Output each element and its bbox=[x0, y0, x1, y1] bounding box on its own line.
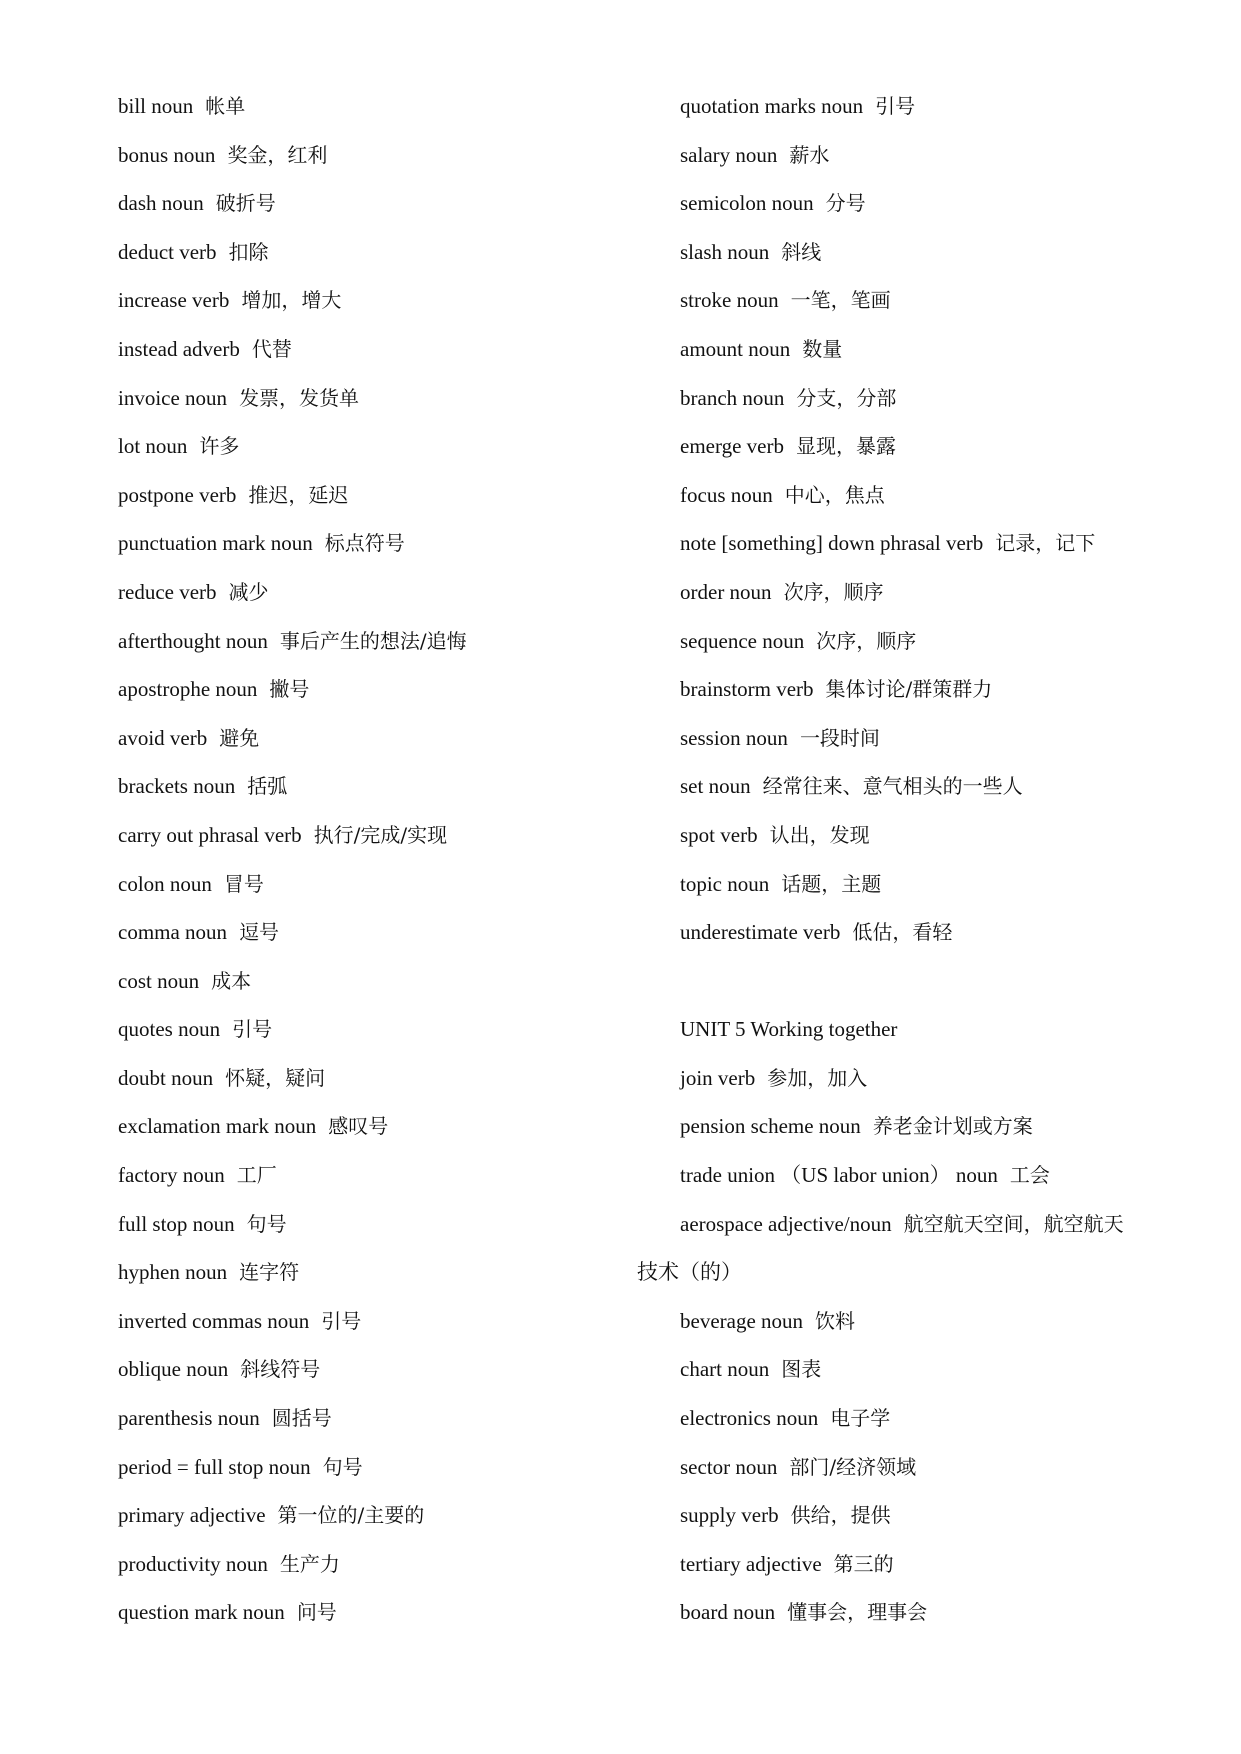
vocab-term: session noun bbox=[680, 725, 788, 750]
vocab-term: cost noun bbox=[118, 968, 200, 993]
vocab-term: postpone verb bbox=[118, 482, 237, 507]
right-entries-a bbox=[680, 86, 1200, 961]
vocab-term: bonus noun bbox=[118, 142, 216, 167]
vocab-translation: 帐单 bbox=[205, 94, 246, 118]
vocab-translation: 斜线 bbox=[781, 239, 822, 264]
vocab-entry bbox=[680, 232, 1200, 281]
vocab-entry bbox=[118, 621, 618, 670]
vocab-entry bbox=[118, 1106, 618, 1155]
vocab-term: trade union （US labor union） noun bbox=[680, 1163, 998, 1188]
vocab-translation: 电子学 bbox=[830, 1406, 891, 1431]
vocab-entry bbox=[118, 378, 618, 427]
vocab-entry bbox=[680, 864, 1200, 913]
vocab-translation: 标点符号 bbox=[324, 531, 405, 556]
vocab-translation: 括弧 bbox=[247, 774, 288, 799]
vocab-term: join verb bbox=[680, 1065, 756, 1090]
vocab-entry bbox=[680, 378, 1200, 427]
vocab-term: focus noun bbox=[680, 482, 773, 507]
vocab-entry bbox=[680, 669, 1200, 718]
vocab-translation: 一笔，笔画 bbox=[790, 288, 891, 313]
vocab-term: period = full stop noun bbox=[118, 1454, 311, 1479]
vocab-entry bbox=[680, 1349, 1200, 1398]
vocab-translation: 工会 bbox=[1009, 1163, 1050, 1188]
vocab-entry bbox=[118, 718, 618, 767]
vocab-translation: 显现，暴露 bbox=[795, 434, 896, 459]
vocab-term: note [something] down phrasal verb bbox=[680, 531, 984, 556]
vocab-entry bbox=[118, 1252, 618, 1301]
vocab-term: branch noun bbox=[680, 385, 785, 410]
vocab-entry bbox=[680, 572, 1200, 621]
vocab-entry bbox=[680, 621, 1200, 670]
vocab-term: carry out phrasal verb bbox=[118, 822, 302, 847]
vocab-term: sector noun bbox=[680, 1454, 778, 1479]
vocab-term: quotes noun bbox=[118, 1017, 221, 1042]
vocab-translation: 薪水 bbox=[789, 142, 830, 167]
vocab-term: apostrophe noun bbox=[118, 677, 258, 702]
vocab-translation: 低估，看轻 bbox=[852, 920, 953, 945]
vocab-entry bbox=[680, 280, 1200, 329]
vocab-entry bbox=[680, 1301, 1200, 1350]
vocab-translation: 引号 bbox=[321, 1308, 362, 1333]
vocab-translation: 发票，发货单 bbox=[239, 385, 360, 410]
vocab-translation: 懂事会，理事会 bbox=[787, 1600, 928, 1625]
vocab-translation: 认出，发现 bbox=[769, 822, 870, 847]
vocab-term: chart noun bbox=[680, 1357, 770, 1382]
vocab-translation: 引号 bbox=[875, 94, 916, 118]
vocab-translation: 句号 bbox=[322, 1454, 363, 1479]
vocab-translation: 工厂 bbox=[236, 1163, 277, 1188]
vocab-translation: 逗号 bbox=[239, 920, 280, 945]
vocab-term: question mark noun bbox=[118, 1600, 285, 1625]
right-entries-c bbox=[680, 1301, 1200, 1641]
vocab-term: exclamation mark noun bbox=[118, 1114, 317, 1139]
vocab-entry bbox=[118, 1592, 618, 1641]
vocab-entry bbox=[680, 426, 1200, 475]
vocab-translation: 话题，主题 bbox=[781, 871, 882, 896]
vocab-entry bbox=[118, 864, 618, 913]
vocab-term: oblique noun bbox=[118, 1357, 229, 1382]
vocab-term: beverage noun bbox=[680, 1308, 804, 1333]
vocab-entry bbox=[118, 1301, 618, 1350]
vocab-translation: 许多 bbox=[199, 434, 240, 459]
vocab-entry bbox=[118, 1349, 618, 1398]
vocab-translation: 数量 bbox=[802, 336, 843, 361]
vocab-entry bbox=[118, 135, 618, 184]
vocab-term: punctuation mark noun bbox=[118, 531, 313, 556]
vocab-translation: 记录，记下 bbox=[995, 531, 1096, 556]
vocab-term: parenthesis noun bbox=[118, 1406, 260, 1431]
vocab-entry bbox=[118, 1447, 618, 1496]
vocab-entry bbox=[118, 1058, 618, 1107]
vocab-entry bbox=[680, 86, 1200, 135]
vocab-translation: 撇号 bbox=[269, 677, 310, 702]
vocab-term: quotation marks noun bbox=[680, 94, 864, 118]
vocab-translation: 分号 bbox=[825, 191, 866, 216]
vocab-translation: 冒号 bbox=[223, 871, 264, 896]
vocab-entry bbox=[680, 1592, 1200, 1641]
vocab-translation: 第一位的/主要的 bbox=[277, 1503, 425, 1528]
vocab-term: productivity noun bbox=[118, 1551, 268, 1576]
vocab-term: set noun bbox=[680, 774, 751, 799]
vocab-term: order noun bbox=[680, 579, 772, 604]
vocab-term: colon noun bbox=[118, 871, 212, 896]
vocab-entry bbox=[118, 815, 618, 864]
vocab-term: increase verb bbox=[118, 288, 230, 313]
vocab-translation: 破折号 bbox=[215, 191, 276, 216]
vocab-translation: 养老金计划或方案 bbox=[872, 1114, 1033, 1139]
vocab-term: reduce verb bbox=[118, 579, 217, 604]
vocab-term: brainstorm verb bbox=[680, 677, 814, 702]
vocab-entry bbox=[118, 766, 618, 815]
vocab-term: electronics noun bbox=[680, 1406, 819, 1431]
vocab-term: comma noun bbox=[118, 920, 228, 945]
vocab-entry bbox=[118, 280, 618, 329]
vocab-term: supply verb bbox=[680, 1503, 779, 1528]
vocab-translation: 推迟，延迟 bbox=[248, 482, 349, 507]
vocab-term: avoid verb bbox=[118, 725, 208, 750]
vocab-term: afterthought noun bbox=[118, 628, 268, 653]
vocab-entry bbox=[118, 1398, 618, 1447]
vocab-translation: 怀疑，疑问 bbox=[225, 1065, 326, 1090]
vocab-entry bbox=[118, 961, 618, 1010]
vocab-entry bbox=[118, 1155, 618, 1204]
vocab-entry bbox=[680, 912, 1200, 961]
right-column bbox=[637, 86, 1200, 1641]
vocab-translation: 一段时间 bbox=[799, 725, 880, 750]
vocab-entry bbox=[118, 1009, 618, 1058]
vocab-entry bbox=[680, 329, 1200, 378]
vocab-term: stroke noun bbox=[680, 288, 779, 313]
vocab-entry bbox=[680, 475, 1200, 524]
vocab-term: emerge verb bbox=[680, 434, 784, 459]
vocab-translation: 参加，加入 bbox=[767, 1065, 868, 1090]
vocab-translation: 经常往来、意气相头的一些人 bbox=[762, 774, 1023, 799]
vocab-entry bbox=[680, 1058, 1200, 1107]
vocab-term: slash noun bbox=[680, 239, 770, 264]
vocab-translation: 中心，焦点 bbox=[784, 482, 885, 507]
vocab-term: hyphen noun bbox=[118, 1260, 228, 1285]
unit-heading: UNIT 5 Working together bbox=[680, 1017, 898, 1042]
vocab-entry bbox=[680, 1204, 1200, 1253]
vocab-entry bbox=[680, 135, 1200, 184]
vocab-entry bbox=[118, 329, 618, 378]
vocab-entry bbox=[680, 1106, 1200, 1155]
vocab-term: full stop noun bbox=[118, 1211, 235, 1236]
vocab-term: brackets noun bbox=[118, 774, 236, 799]
vocab-translation: 次序，顺序 bbox=[783, 579, 884, 604]
vocab-term: bill noun bbox=[118, 94, 194, 118]
vocab-term: salary noun bbox=[680, 142, 778, 167]
vocab-term: sequence noun bbox=[680, 628, 805, 653]
vocab-entry bbox=[118, 523, 618, 572]
vocab-entry bbox=[680, 1544, 1200, 1593]
vocab-entry bbox=[118, 912, 618, 961]
vocab-entry bbox=[118, 572, 618, 621]
vocab-term: underestimate verb bbox=[680, 920, 841, 945]
vocab-entry bbox=[118, 1544, 618, 1593]
vocab-translation: 生产力 bbox=[279, 1551, 340, 1576]
vocab-term: tertiary adjective bbox=[680, 1551, 822, 1576]
vocab-entry bbox=[118, 426, 618, 475]
blank-line bbox=[680, 961, 1200, 1010]
vocab-entry bbox=[118, 475, 618, 524]
vocab-term: lot noun bbox=[118, 434, 188, 459]
vocab-translation: 减少 bbox=[228, 579, 269, 604]
vocab-term: primary adjective bbox=[118, 1503, 266, 1528]
vocab-translation: 圆括号 bbox=[271, 1406, 332, 1431]
vocab-translation: 第三的 bbox=[833, 1551, 894, 1576]
vocab-term: amount noun bbox=[680, 336, 791, 361]
vocab-term: topic noun bbox=[680, 871, 770, 896]
vocab-translation: 次序，顺序 bbox=[816, 628, 917, 653]
vocab-translation: 避免 bbox=[219, 725, 260, 750]
vocab-translation: 分支，分部 bbox=[796, 385, 897, 410]
vocab-translation: 感叹号 bbox=[328, 1114, 389, 1139]
vocab-term: dash noun bbox=[118, 191, 204, 216]
vocab-entry bbox=[680, 183, 1200, 232]
vocab-translation: 句号 bbox=[246, 1211, 287, 1236]
vocab-translation: 事后产生的想法/追悔 bbox=[279, 628, 467, 653]
vocab-term: deduct verb bbox=[118, 239, 217, 264]
vocab-translation: 代替 bbox=[251, 336, 292, 361]
vocab-term: pension scheme noun bbox=[680, 1114, 861, 1139]
vocab-translation: 饮料 bbox=[815, 1308, 856, 1333]
vocab-entry bbox=[680, 766, 1200, 815]
vocab-translation: 图表 bbox=[781, 1357, 822, 1382]
vocab-translation: 增加，增大 bbox=[241, 288, 342, 313]
vocab-translation: 部门/经济领域 bbox=[789, 1454, 917, 1479]
vocab-term: invoice noun bbox=[118, 385, 228, 410]
left-column bbox=[118, 86, 618, 1641]
vocab-entry bbox=[118, 86, 618, 135]
vocab-translation: 成本 bbox=[211, 968, 252, 993]
vocab-translation: 问号 bbox=[296, 1600, 337, 1625]
vocab-entry bbox=[680, 1398, 1200, 1447]
vocab-term: inverted commas noun bbox=[118, 1308, 310, 1333]
vocab-term: board noun bbox=[680, 1600, 776, 1625]
aerospace-continuation: 技术（的） bbox=[637, 1260, 742, 1285]
vocab-entry bbox=[118, 1495, 618, 1544]
vocab-translation: 航空航天空间，航空航天 bbox=[903, 1211, 1124, 1236]
vocab-translation: 执行/完成/实现 bbox=[313, 822, 448, 847]
vocab-translation: 连字符 bbox=[239, 1260, 300, 1285]
right-entries-b bbox=[680, 1058, 1200, 1252]
vocab-term: aerospace adjective/noun bbox=[680, 1211, 892, 1236]
vocab-entry bbox=[680, 523, 1200, 572]
vocab-entry bbox=[680, 815, 1200, 864]
vocab-translation: 奖金，红利 bbox=[227, 142, 328, 167]
vocab-entry bbox=[118, 183, 618, 232]
vocab-term: instead adverb bbox=[118, 336, 240, 361]
vocab-translation: 扣除 bbox=[228, 239, 269, 264]
vocab-entry bbox=[680, 1155, 1200, 1204]
vocab-term: spot verb bbox=[680, 822, 758, 847]
vocab-entry bbox=[680, 1447, 1200, 1496]
vocab-term: semicolon noun bbox=[680, 191, 814, 216]
vocab-translation: 引号 bbox=[232, 1017, 273, 1042]
vocab-entry bbox=[680, 1495, 1200, 1544]
vocab-entry bbox=[118, 1204, 618, 1253]
vocab-translation: 斜线符号 bbox=[240, 1357, 321, 1382]
vocab-entry bbox=[118, 669, 618, 718]
vocab-entry bbox=[118, 232, 618, 281]
vocab-entry bbox=[680, 718, 1200, 767]
vocab-translation: 供给，提供 bbox=[790, 1503, 891, 1528]
vocab-term: doubt noun bbox=[118, 1065, 214, 1090]
vocab-translation: 集体讨论/群策群力 bbox=[825, 677, 993, 702]
vocab-term: factory noun bbox=[118, 1163, 225, 1188]
